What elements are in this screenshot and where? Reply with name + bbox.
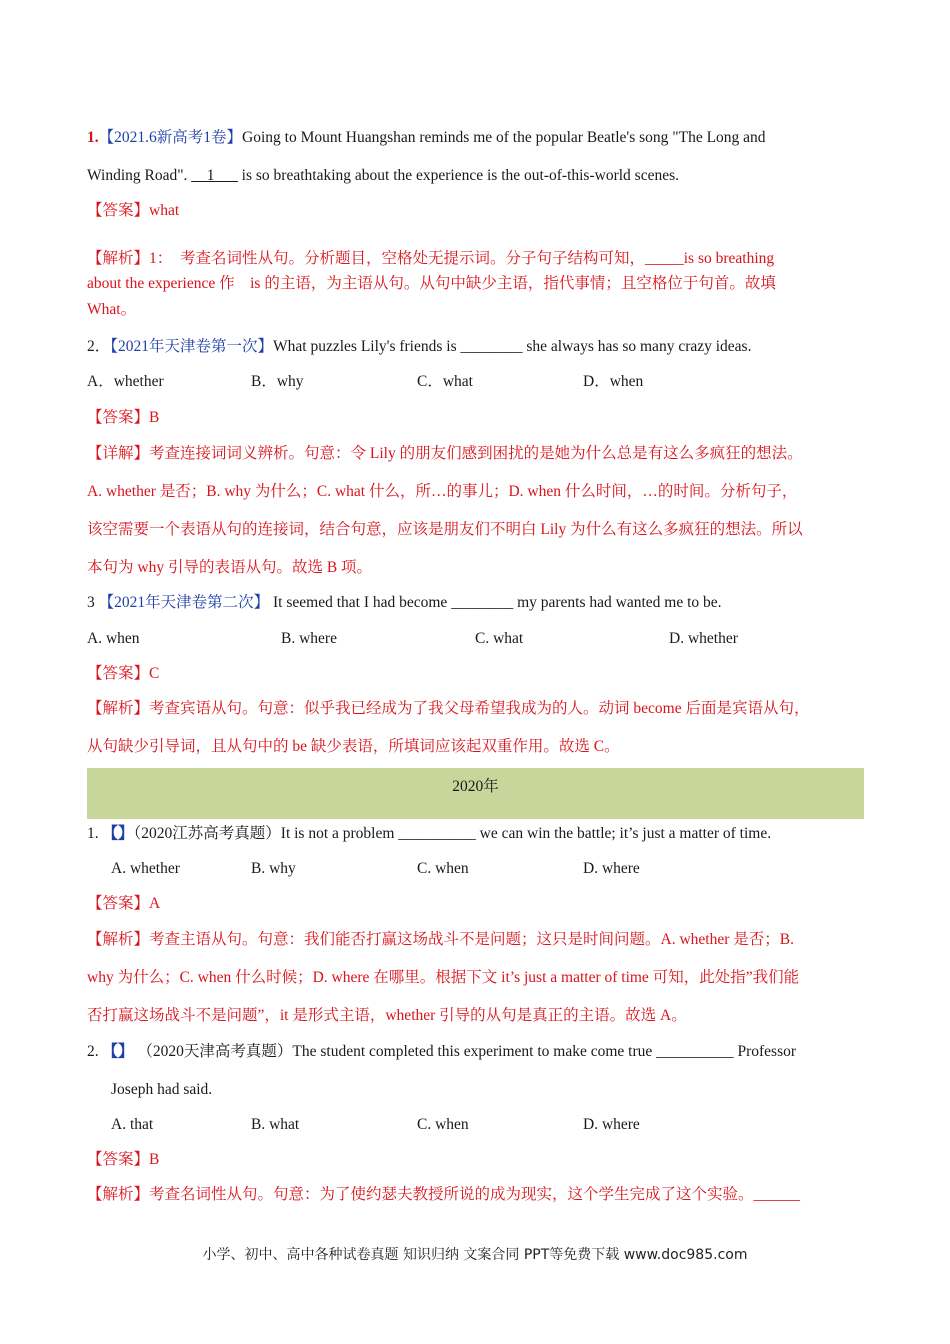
question-blank: __1___ bbox=[191, 167, 238, 184]
question-stem: Going to Mount Huangshan reminds me of the popular Beatle's song "The Long and bbox=[242, 129, 766, 146]
question-number: 1. bbox=[87, 129, 99, 146]
explanation-2020-1-line1: 【解析】考查主语从句。句意：我们能否打赢这场战斗不是问题；这只是时间问题。A. whether 是否；B. bbox=[87, 931, 794, 948]
question-2021-1-line2 bbox=[87, 166, 679, 186]
option-c: C．what bbox=[417, 373, 473, 390]
option-b: B. why bbox=[251, 860, 296, 877]
option-b: B. what bbox=[251, 1116, 300, 1133]
option-b: B．why bbox=[251, 373, 304, 390]
question-number: 1. bbox=[87, 825, 103, 842]
explanation-2021-1-line2: about the experience 作 is 的主语，为主语从句。从句中缺少主语，指代事情；且空格位于句首。故填 bbox=[87, 275, 776, 292]
option-a: A. that bbox=[111, 1116, 154, 1133]
question-source: 【2021年天津卷第一次】 bbox=[110, 338, 274, 355]
explanation-2021-1-line3: What。 bbox=[87, 301, 137, 318]
explanation-2021-2-line4: 本句为 why 引导的表语从句。故选 B 项。 bbox=[87, 559, 373, 576]
explanation-2021-3-line2: 从句缺少引导词，且从句中的 be 缺少表语，所填词应该起双重作用。故选 C。 bbox=[87, 738, 620, 755]
question-stem-cont2: is so breathtaking about the experience is the out-of-this-world scenes. bbox=[237, 167, 679, 184]
option-a: A．whether bbox=[87, 373, 164, 390]
question-stem: It seemed that I had become ________ my parents had wanted me to be. bbox=[273, 594, 722, 611]
option-d: D．when bbox=[583, 373, 644, 390]
question-number: 3 bbox=[87, 594, 95, 611]
question-stem: The student completed this experiment to make come true __________ Professor bbox=[292, 1043, 797, 1060]
question-2020-2-stem-cont: Joseph had said. bbox=[111, 1081, 213, 1098]
option-c: C. what bbox=[475, 630, 524, 647]
year-banner bbox=[87, 768, 864, 819]
option-a: A. when bbox=[87, 630, 140, 647]
option-c: C. when bbox=[417, 1116, 469, 1133]
question-source: （2020天津高考真题） bbox=[137, 1043, 293, 1060]
answer-2021-3: 【答案】C bbox=[87, 665, 160, 682]
option-c: C. when bbox=[417, 860, 469, 877]
explanation-2021-1-line1: 【解析】1： 考查名词性从句。分析题目，空格处无提示词。分子句子结构可知，_____is so breathing bbox=[87, 250, 775, 267]
answer-2020-1: 【答案】A bbox=[87, 895, 161, 912]
question-bracket: 【】 bbox=[102, 825, 134, 842]
question-number: 2． bbox=[87, 338, 111, 355]
question-2021-2 bbox=[87, 337, 751, 357]
answer-2020-2: 【答案】B bbox=[87, 1151, 160, 1168]
question-2021-3 bbox=[87, 593, 722, 613]
page-footer: 小学、初中、高中各种试卷真题 知识归纳 文案合同 PPT等免费下载 www.doc985.com bbox=[202, 1247, 748, 1263]
option-d: D. whether bbox=[669, 630, 738, 647]
option-d: D. where bbox=[583, 1116, 640, 1133]
option-a: A. whether bbox=[111, 860, 180, 877]
question-stem: What puzzles Lily's friends is ________ she always has so many crazy ideas. bbox=[273, 338, 752, 355]
question-2020-2 bbox=[87, 1042, 796, 1062]
explanation-2020-1-line2: why 为什么；C. when 什么时候；D. where 在哪里。根据下文 it’s just a matter of time 可知，此处指”我们能 bbox=[87, 969, 800, 986]
question-number: 2. bbox=[87, 1043, 103, 1060]
answer-2021-1: 【答案】what bbox=[87, 202, 180, 219]
option-d: D. where bbox=[583, 860, 640, 877]
question-2021-1-line1 bbox=[87, 128, 766, 148]
answer-2021-2: 【答案】B bbox=[87, 409, 160, 426]
explanation-2021-2-line2: A. whether 是否；B. why 为什么；C. what 什么，所…的事儿；D. when 什么时间，…的时间。分析句子， bbox=[87, 483, 798, 500]
question-source: （2020江苏高考真题） bbox=[133, 825, 281, 842]
question-stem-cont: Winding Road". bbox=[87, 167, 192, 184]
year-banner-label: 2020年 bbox=[452, 778, 499, 795]
explanation-2020-2-line1: 【解析】考查名词性从句。句意：为了使约瑟夫教授所说的成为现实，这个学生完成了这个实验。______ bbox=[87, 1186, 801, 1203]
explanation-2021-3-line1: 【解析】考查宾语从句。句意：似乎我已经成为了我父母希望我成为的人。动词 become 后面是宾语从句， bbox=[87, 700, 810, 717]
question-stem: It is not a problem __________ we can win the battle; it’s just a matter of time. bbox=[280, 825, 772, 842]
question-source: 【2021年天津卷第二次】 bbox=[98, 594, 270, 611]
explanation-2021-2-line3: 该空需要一个表语从句的连接词，结合句意，应该是朋友们不明白 Lily 为什么有这么多疯狂的想法。所以 bbox=[87, 521, 803, 538]
question-2020-1 bbox=[87, 824, 771, 844]
option-b: B. where bbox=[281, 630, 337, 647]
question-source: 【2021.6新高考1卷】 bbox=[98, 129, 243, 146]
explanation-2020-1-line3: 否打赢这场战斗不是问题”，it 是形式主语，whether 引导的从句是真正的主语。故选 A。 bbox=[87, 1007, 687, 1024]
explanation-2021-2-line1: 【详解】考查连接词词义辨析。句意：令 Lily 的朋友们感到困扰的是她为什么总是有这么多疯狂的想法。 bbox=[87, 445, 803, 462]
question-bracket: 【】 bbox=[102, 1043, 134, 1060]
